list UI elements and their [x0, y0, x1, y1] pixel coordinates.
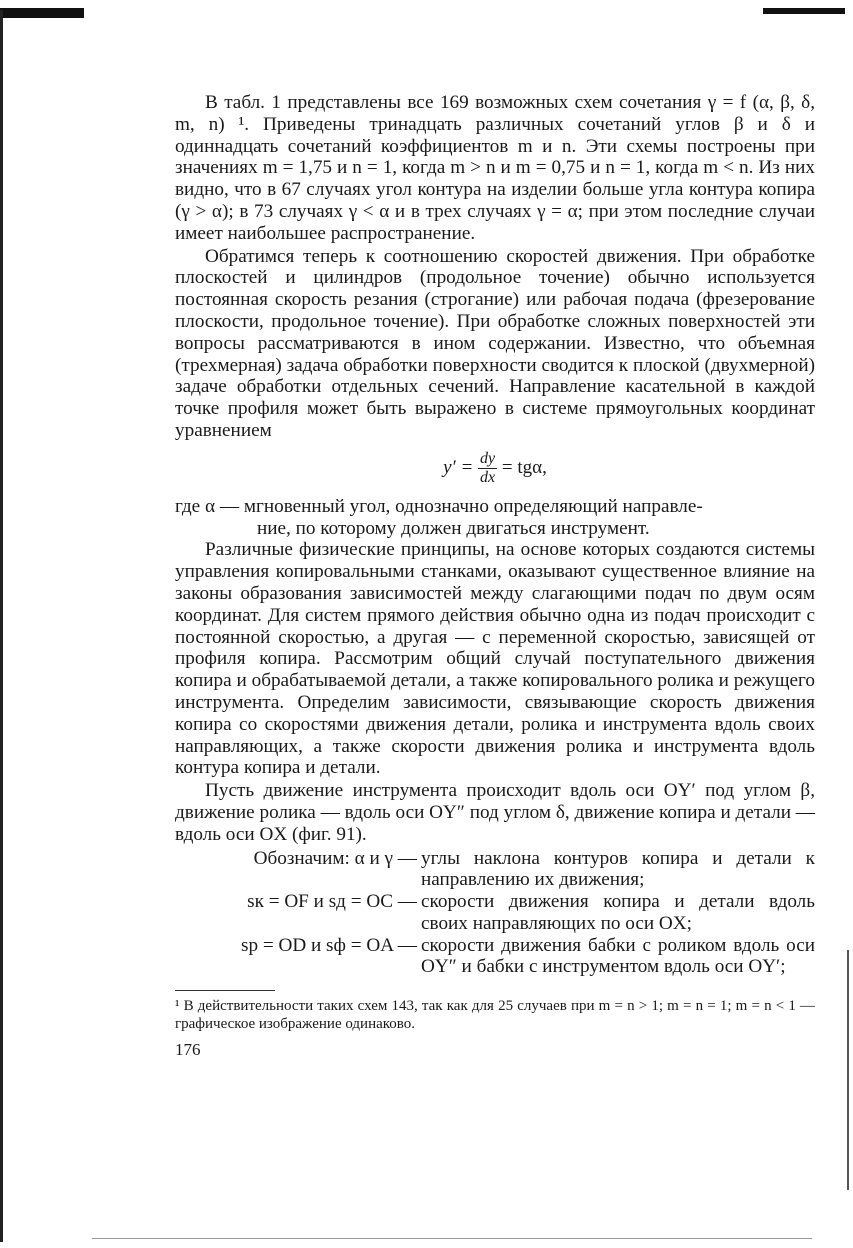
- formula-rhs: = tgα,: [501, 456, 547, 478]
- paragraph-4: Пусть движение инструмента происходит вдоль оси OY′ под углом β, движение ролика — вдоль оси OY″ под углом δ, движение копира и детали — вдоль оси OX (фиг. 91).: [175, 780, 815, 845]
- footnote: ¹ В действительности таких схем 143, так как для 25 случаев при m = n > 1; m = n = 1; m = n < 1 — графическое изображение одинаково.: [175, 998, 815, 1033]
- where-clause: [175, 496, 815, 540]
- paragraph-3: Различные физические принципы, на основе которых создаются системы управления копировальными станками, оказывают существенное влияние на законы образования зависимостей между слагающими подач по двум осям координат. Для систем прямого действия обычно одна из подач происходит с постоянной скоростью, а другая — с переменной скоростью, зависящей от профиля копира. Рассмотрим общий случай поступательного движения копира и обрабатываемой детали, а также копировального ролика и режущего инструмента. Определим зависимости, связывающие скорость движения копира со скоростями движения детали, ролика и инструмента вдоль своих направляющих, а также скорости движения ролика и инструмента вдоль контура копира и детали.: [175, 539, 815, 779]
- paragraph-2: Обратимся теперь к соотношению скоростей движения. При обработке плоскостей и цилиндров (продольное точение) обычно используется постоянная скорость резания (строгание) или рабочая подача (фрезерование плоскости, продольное точение). При обработке сложных поверхностей эти вопросы рассматриваются в ином содержании. Известно, что объемная (трехмерная) задача обработки поверхности сводится к плоской (двухмерной) задаче обработки отдельных сечений. Направление касательной в каждой точке профиля может быть выражено в системе прямоугольных координат уравнением: [175, 245, 815, 441]
- definition-text: углы наклона контуров копира и детали к направлению их движения;: [421, 847, 815, 891]
- paragraph-1: В табл. 1 представлены все 169 возможных схем сочетания γ = f (α, β, δ, m, n) ¹. Приведены тринадцать различных сочетаний углов β и δ и одиннадцать сочетаний коэффициентов m и n. Эти схемы построены при значениях m = 1,75 и n = 1, когда m > n и m = 0,75 и n = 1, когда m < n. Из них видно, что в 67 случаях угол контура на изделии больше угла контура копира (γ > α); в 73 случаях γ < α и в трех случаях γ = α; при этом последние случаи имеет наибольшее распространение.: [175, 92, 815, 244]
- page-number: 176: [175, 1040, 201, 1060]
- formula-denominator: dx: [480, 468, 496, 486]
- where-line-1: где α — мгновенный угол, однозначно определяющий направле-: [175, 495, 703, 517]
- scan-edge-right: [847, 950, 849, 1190]
- definitions-list: [175, 848, 815, 979]
- scan-edge-left: [0, 10, 3, 1242]
- scan-mark-top-right: [763, 8, 845, 14]
- definition-item: [175, 935, 815, 979]
- definition-term: sр = OD и sф = OA —: [240, 934, 417, 956]
- formula-numerator: dy: [480, 449, 496, 467]
- definition-item: [175, 891, 815, 935]
- definition-text: скорости движения бабки с роликом вдоль оси OY″ и бабки с инструментом вдоль оси OY′;: [421, 934, 815, 978]
- scan-mark-top-left: [0, 8, 84, 18]
- footnote-divider: [175, 990, 275, 991]
- definition-term: sк = OF и sд = OC —: [247, 891, 417, 913]
- formula-lhs: y′ =: [443, 456, 474, 478]
- formula-fraction: [478, 450, 497, 487]
- page-body: [175, 92, 815, 1061]
- scan-edge-bottom: [92, 1238, 812, 1239]
- definition-text: скорости движения копира и детали вдоль своих направляющих по оси OX;: [421, 891, 815, 934]
- where-line-2: ние, по которому должен двигаться инструмент.: [257, 517, 650, 539]
- formula-derivative: [175, 446, 815, 490]
- definition-term: Обозначим: α и γ —: [253, 847, 417, 869]
- definition-item: [175, 848, 815, 892]
